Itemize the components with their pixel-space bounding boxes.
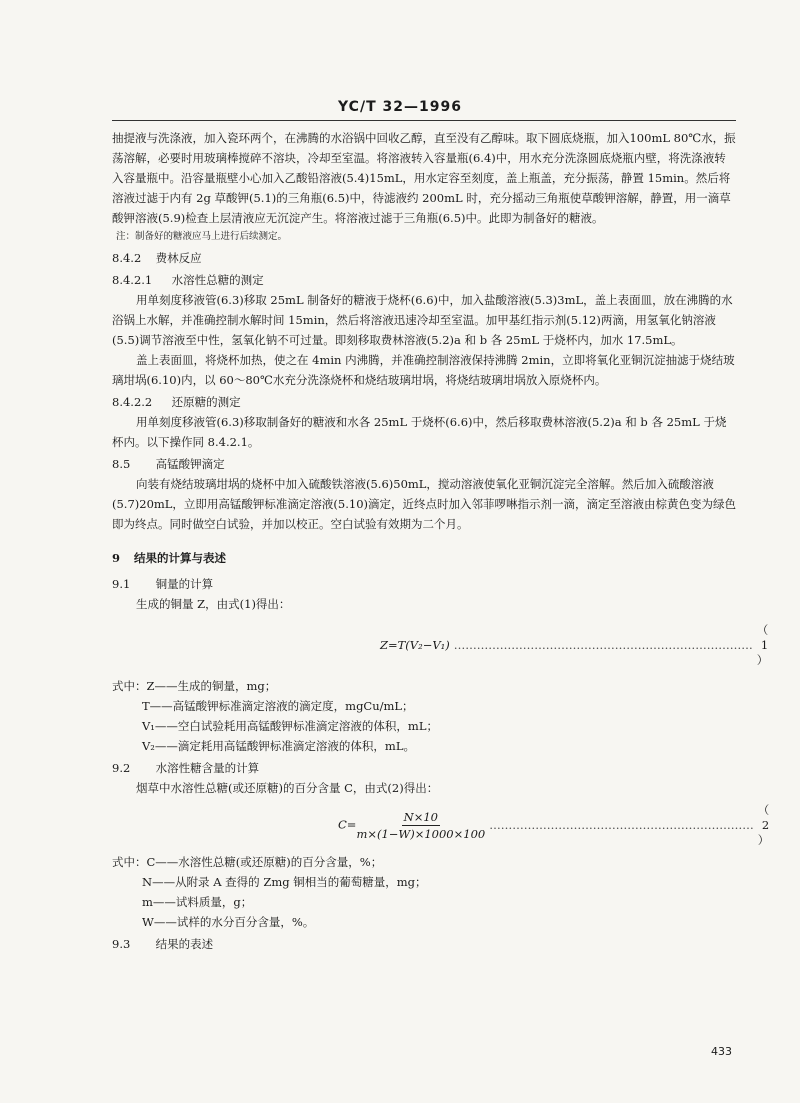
section-9-1 — [112, 574, 736, 594]
variables-list-2 — [112, 852, 736, 932]
section-title: 费林反应 — [155, 251, 202, 265]
section-8-5 — [112, 454, 736, 474]
section-number: 8.4.2.2 — [112, 395, 153, 409]
variable-definition: m——试料质量，g； — [142, 895, 253, 909]
paragraph-8-4-2-1-a: 用单刻度移液管(6.3)移取 25mL 制备好的糖液于烧杯(6.6)中，加入盐酸溶液(5.3)3mL，盖上表面皿，放在沸腾的水浴锅上水解，并准确控制水解时间 15min，然后将溶液迅速冷却至室温。加甲基红指示剂(5.12)两滴，用氢氧化钠溶液(5.5)调节溶液至中性，氢氧化钠不可过量。即刻移取费林溶液(5.2)a 和 b 各 25mL 于烧杯内，加水 17.5mL。 — [112, 293, 733, 347]
equation-number: （ 2 ） — [757, 803, 770, 847]
variable-definition: 式中：C——水溶性总糖(或还原糖)的百分含量，%； — [112, 855, 383, 869]
section-number: 9.2 — [112, 761, 131, 775]
variables-list-1 — [112, 676, 736, 756]
section-title: 结果的表述 — [155, 937, 214, 951]
equation-2 — [112, 802, 770, 848]
paragraph-8-4-2-1-b: 盖上表面皿，将烧杯加热，使之在 4min 内沸腾，并准确控制溶液保持沸腾 2min，立即将氧化亚铜沉淀抽滤于烧结玻璃坩埚(6.10)内，以 60～80℃水充分洗涤烧杯和烧结玻璃坩埚，将烧结玻璃坩埚放入原烧杯内。 — [112, 353, 735, 387]
section-title: 铜量的计算 — [155, 577, 214, 591]
section-number: 9.3 — [112, 937, 131, 951]
note: 注：制备好的糖液应马上进行后续测定。 — [116, 231, 288, 242]
document-body — [112, 128, 770, 954]
equation-number: （ 1 ） — [756, 623, 769, 667]
section-8-4-2-2 — [112, 392, 736, 412]
intro-paragraph: 抽提液与洗涤液，加入瓷环两个，在沸腾的水浴锅中回收乙醇，直至没有乙醇味。取下圆底烧瓶，加入100mL 80℃水，振荡溶解，必要时用玻璃棒搅碎不溶块，冷却至室温。将溶液转入容量瓶(6.4)中，用水充分洗涤圆底烧瓶内壁，将洗涤液转入容量瓶中。沿容量瓶壁小心加入乙酸铅溶液(5.4)15mL，用水定容至刻度，盖上瓶盖，充分振荡，静置 15min。然后将溶液过滤于内有 2g 草酸钾(5.1)的三角瓶(6.5)中，待滤液约 200mL 时，充分摇动三角瓶使草酸钾溶解，静置，用一滴草酸钾溶液(5.9)检查上层清液应无沉淀产生。将溶液过滤于三角瓶(6.5)中。此即为制备好的糖液。 — [112, 131, 736, 225]
leader-dots: …………………………………………………………… — [489, 818, 754, 832]
equation-1-formula: Z=T(V₂−V₁) — [380, 638, 450, 652]
section-9 — [112, 548, 736, 568]
variable-definition: W——试样的水分百分含量，%。 — [142, 915, 315, 929]
page-number: 433 — [711, 1045, 732, 1058]
paragraph-9-2: 烟草中水溶性总糖(或还原糖)的百分含量 C，由式(2)得出： — [136, 781, 439, 795]
variable-definition: V₂——滴定耗用高锰酸钾标准滴定溶液的体积，mL。 — [142, 739, 415, 753]
paragraph-8-5: 向装有烧结玻璃坩埚的烧杯中加入硫酸铁溶液(5.6)50mL，搅动溶液使氧化亚铜沉淀完全溶解。然后加入硫酸溶液(5.7)20mL，立即用高锰酸钾标准滴定溶液(5.10)滴定，近终点时加入邻菲啰啉指示剂一滴，滴定至溶液由棕黄色变为绿色即为终点。同时做空白试验，并加以校正。空白试验有效期为二个月。 — [112, 477, 737, 531]
equation-1 — [112, 622, 769, 668]
section-title: 水溶性总糖的测定 — [171, 273, 264, 287]
leader-dots: …………………………………………………………………… — [453, 638, 753, 652]
fraction-denominator: m×(1−W)×1000×100 — [356, 826, 486, 841]
section-number: 8.4.2.1 — [112, 273, 153, 287]
section-8-4-2-1 — [112, 270, 736, 290]
section-8-4-2 — [112, 248, 736, 268]
section-9-3 — [112, 934, 736, 954]
section-number: 9.1 — [112, 577, 131, 591]
page-header: YC/T 32—1996 — [338, 99, 462, 115]
paragraph-9-1: 生成的铜量 Z，由式(1)得出： — [136, 597, 291, 611]
fraction — [356, 809, 485, 842]
section-title: 还原糖的测定 — [171, 395, 241, 409]
section-number: 8.4.2 — [112, 251, 142, 265]
section-number: 8.5 — [112, 457, 131, 471]
section-title: 水溶性糖含量的计算 — [155, 761, 260, 775]
variable-definition: 式中：Z——生成的铜量，mg； — [112, 679, 277, 693]
equation-2-formula — [338, 809, 485, 842]
section-title: 结果的计算与表述 — [134, 551, 227, 565]
variable-definition: V₁——空白试验耗用高锰酸钾标准滴定溶液的体积，mL； — [142, 719, 438, 733]
fraction-numerator: N×10 — [403, 809, 438, 824]
header-rule — [112, 120, 736, 121]
paragraph-8-4-2-2: 用单刻度移液管(6.3)移取制备好的糖液和水各 25mL 于烧杯(6.6)中，然后移取费林溶液(5.2)a 和 b 各 25mL 于烧杯内。以下操作同 8.4.2.1。 — [112, 415, 727, 449]
section-number: 9 — [112, 551, 121, 565]
section-9-2 — [112, 758, 736, 778]
equation-2-lhs: C= — [338, 817, 357, 831]
section-title: 高锰酸钾滴定 — [155, 457, 225, 471]
variable-definition: N——从附录 A 查得的 Zmg 铜相当的葡萄糖量，mg； — [142, 875, 427, 889]
variable-definition: T——高锰酸钾标准滴定溶液的滴定度，mgCu/mL； — [142, 699, 414, 713]
